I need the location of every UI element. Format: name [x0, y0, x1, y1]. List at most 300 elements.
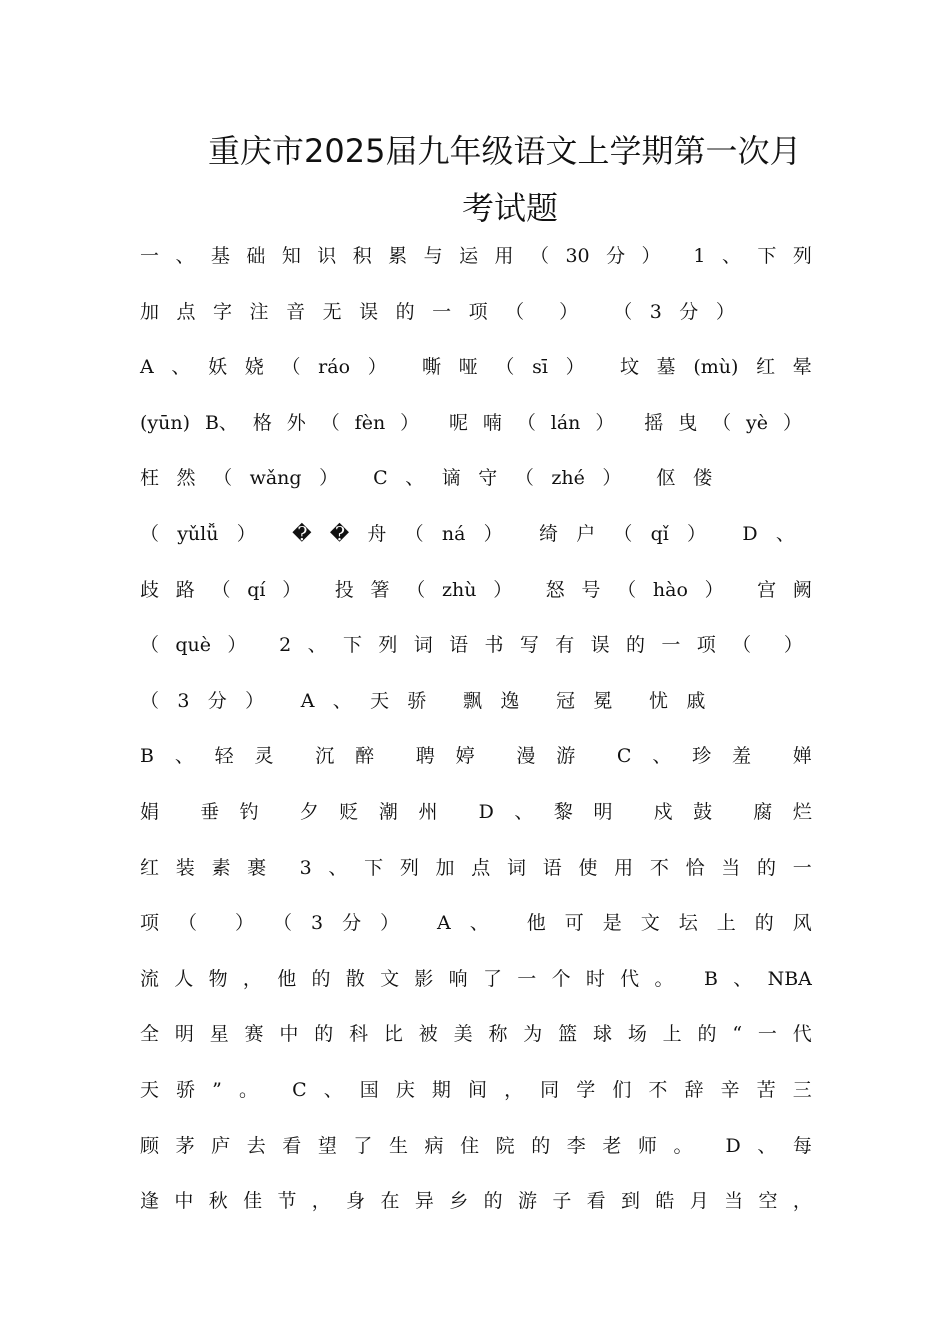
text-token: 全 [140, 1023, 160, 1046]
text-token: C [616, 745, 632, 768]
text-line [140, 683, 742, 719]
text-token: 呢 [448, 411, 468, 434]
text-token: 写 [519, 634, 539, 657]
text-token: 、 [775, 523, 795, 545]
text-token: （ [732, 634, 752, 657]
text-token: 摇 [644, 411, 664, 434]
text-token: 项 [468, 300, 488, 323]
text-token: 游 [556, 745, 576, 768]
text-token: 下 [364, 856, 384, 879]
text-token: ） [641, 245, 661, 267]
text-token: 美 [453, 1023, 473, 1046]
text-token: 称 [488, 1023, 508, 1046]
text-token: A [140, 356, 154, 379]
text-token: 空 [758, 1190, 778, 1213]
text-token: 外 [286, 411, 306, 434]
text-token: 期 [431, 1079, 451, 1101]
text-token: ， [311, 1190, 331, 1213]
text-token: D [725, 1134, 741, 1157]
text-line [140, 794, 812, 830]
text-token: 坟 [619, 356, 639, 379]
text-token: 醉 [355, 745, 375, 768]
text-token: 珍 [692, 745, 712, 768]
text-token: 语 [449, 634, 469, 657]
text-token: 嘶 [422, 356, 442, 379]
text-token: 分 [342, 912, 362, 935]
text-token: 了 [482, 967, 502, 990]
text-token: wǎng [249, 467, 302, 490]
text-token: 个 [551, 967, 571, 990]
text-line [140, 405, 802, 441]
text-token: 场 [627, 1023, 647, 1046]
text-token: yè [746, 411, 769, 434]
text-token: què [175, 634, 212, 657]
text-token: 一 [140, 245, 160, 267]
text-token: 识 [317, 245, 337, 267]
text-token: ） [282, 578, 302, 601]
text-token: (mù) [693, 356, 739, 379]
text-token: ） [367, 356, 387, 379]
text-token: 运 [459, 245, 479, 267]
text-line [140, 349, 812, 385]
text-line [140, 238, 812, 274]
text-token: yǔlǚ [177, 523, 219, 545]
text-line [140, 1072, 812, 1108]
text-token: ráo [318, 356, 351, 379]
text-token: 鼓 [693, 801, 713, 823]
text-token: （ [406, 578, 426, 601]
text-token: 同 [540, 1079, 560, 1101]
text-token: 潮 [378, 801, 398, 823]
text-token: ná [441, 523, 466, 545]
text-token: （ [178, 912, 198, 935]
text-token: 一 [661, 634, 681, 657]
text-token: 们 [612, 1079, 632, 1101]
text-token: 上 [662, 1023, 682, 1046]
text-token: 国 [359, 1079, 379, 1101]
text-token: （ [140, 689, 160, 712]
text-token: 用 [494, 245, 514, 267]
text-token: ， [504, 1079, 524, 1101]
text-line [140, 905, 812, 941]
text-token: ） [565, 356, 585, 379]
text-token: B [704, 967, 718, 990]
text-token: 中 [174, 1190, 194, 1213]
text-token: C [373, 467, 388, 490]
text-line [140, 1128, 812, 1164]
text-token: （ [140, 634, 160, 657]
text-token: 冠 [556, 689, 576, 712]
text-token: ） [483, 523, 503, 545]
text-token: （ [617, 578, 637, 601]
text-token: 逸 [500, 689, 520, 712]
text-token: （ [495, 356, 515, 379]
text-token: 谪 [441, 467, 461, 490]
text-token: ， [242, 967, 262, 990]
text-token: 每 [792, 1134, 812, 1157]
text-token: ） [234, 912, 254, 935]
text-token: 加 [435, 856, 455, 879]
text-token: 他 [277, 967, 297, 990]
text-token: 乡 [449, 1190, 469, 1213]
text-token: 、 [332, 689, 352, 712]
text-token: qǐ [650, 523, 669, 545]
text-token: 间 [468, 1079, 488, 1101]
text-token: 生 [388, 1134, 408, 1157]
text-token: 红 [140, 856, 160, 879]
text-token: 戍 [653, 801, 673, 823]
text-token: 分 [207, 689, 227, 712]
text-token: 使 [578, 856, 598, 879]
text-token: 黎 [553, 801, 573, 823]
text-token: 一 [757, 1023, 777, 1046]
text-token: 的 [311, 967, 331, 990]
text-token: 3 [310, 912, 324, 935]
text-token: 础 [246, 245, 266, 267]
text-token: ） [704, 578, 724, 601]
text-token: 素 [211, 856, 231, 879]
text-token: 当 [724, 1190, 744, 1213]
text-token: 老 [602, 1134, 622, 1157]
text-token: 游 [517, 1190, 537, 1213]
text-token: 贬 [339, 801, 359, 823]
text-token: 、 [328, 856, 348, 879]
text-token: 用 [614, 856, 634, 879]
text-token: 路 [175, 578, 195, 601]
text-token: 伛 [656, 467, 676, 490]
text-token: 明 [593, 801, 613, 823]
text-token: 婵 [792, 745, 812, 768]
text-token: 、 [514, 801, 534, 823]
text-token: 看 [282, 1134, 302, 1157]
text-token: 、 [405, 467, 425, 490]
text-token: 身 [346, 1190, 366, 1213]
text-token: 下 [342, 634, 362, 657]
text-token: � [292, 523, 312, 545]
text-token: 有 [555, 634, 575, 657]
text-token: 明 [174, 1023, 194, 1046]
text-token: 节 [277, 1190, 297, 1213]
text-token: 然 [176, 467, 196, 490]
text-token: 球 [592, 1023, 612, 1046]
text-token: 忧 [648, 689, 668, 712]
text-token: 列 [792, 245, 812, 267]
text-token: ） [687, 523, 707, 545]
text-token: 枉 [140, 467, 160, 490]
text-token: 沉 [315, 745, 335, 768]
text-token: sī [532, 356, 548, 379]
text-token: 逢 [140, 1190, 160, 1213]
text-token: 院 [495, 1134, 515, 1157]
text-token: 李 [566, 1134, 586, 1157]
text-token: 文 [640, 912, 660, 935]
text-token: 子 [552, 1190, 572, 1213]
text-token: 点 [471, 856, 491, 879]
text-token: lán [550, 411, 581, 434]
text-token: 骄 [176, 1079, 196, 1101]
text-token: 他 [526, 912, 546, 935]
text-token: fèn [354, 411, 386, 434]
text-token: 一 [792, 856, 812, 879]
text-token: 的 [697, 1023, 717, 1046]
text-token: 与 [423, 245, 443, 267]
text-token: zhé [551, 467, 585, 490]
text-token: 异 [414, 1190, 434, 1213]
text-token: ） [245, 689, 265, 712]
text-token: ） [493, 578, 513, 601]
text-token: 飘 [463, 689, 483, 712]
text-token: 、 [323, 1079, 343, 1101]
text-token: （ [516, 411, 536, 434]
text-token: 的 [531, 1134, 551, 1157]
text-token: 上 [716, 912, 736, 935]
text-token: 怒 [545, 578, 565, 601]
text-token: 注 [249, 300, 269, 323]
text-token: ） [400, 411, 420, 434]
text-token: 、 [307, 634, 327, 657]
text-token: （ [213, 467, 233, 490]
text-token: 望 [317, 1134, 337, 1157]
text-token: （ [529, 245, 549, 267]
text-token: 的 [483, 1190, 503, 1213]
text-token: 茅 [175, 1134, 195, 1157]
text-line [140, 516, 795, 552]
text-token: 当 [721, 856, 741, 879]
text-token: 项 [696, 634, 716, 657]
text-token: 的 [625, 634, 645, 657]
text-token: 时 [585, 967, 605, 990]
text-token: 影 [414, 967, 434, 990]
text-token: D [478, 801, 494, 823]
text-token: 篮 [558, 1023, 578, 1046]
text-token: 3 [177, 689, 190, 712]
text-token: 歧 [140, 578, 160, 601]
text-token: 天 [370, 689, 390, 712]
document-title-line-2: 考试题 [461, 189, 558, 227]
text-line [140, 1016, 812, 1052]
text-token: 、 [175, 245, 195, 267]
text-token: 墓 [656, 356, 676, 379]
text-token: （ [272, 912, 292, 935]
text-token: 恰 [685, 856, 705, 879]
text-token: 。 [654, 967, 674, 990]
text-token: 天 [140, 1079, 160, 1101]
text-token: 佳 [243, 1190, 263, 1213]
text-token: 、 [652, 745, 672, 768]
text-token: 累 [388, 245, 408, 267]
text-token: 喃 [482, 411, 502, 434]
text-token: 星 [209, 1023, 229, 1046]
text-token: 词 [506, 856, 526, 879]
text-token: A [300, 689, 315, 712]
text-token: 散 [345, 967, 365, 990]
text-token: A [437, 912, 451, 935]
text-token: 红 [756, 356, 776, 379]
text-token: 妖 [208, 356, 228, 379]
text-token: 绮 [538, 523, 558, 545]
text-token: 庐 [211, 1134, 231, 1157]
text-token: 基 [210, 245, 230, 267]
text-token: 漫 [516, 745, 536, 768]
text-token: 音 [286, 300, 306, 323]
text-token: B [140, 745, 154, 768]
text-token: 阙 [792, 578, 812, 601]
text-token: 。 [238, 1079, 258, 1101]
text-line [140, 294, 735, 330]
text-token: 加 [140, 300, 160, 323]
text-token: 聘 [415, 745, 435, 768]
text-token: （ [281, 356, 301, 379]
text-token: qí [247, 578, 266, 601]
text-token: （ [613, 523, 633, 545]
text-token: 偻 [692, 467, 712, 490]
text-token: 住 [460, 1134, 480, 1157]
text-token: ， [792, 1190, 812, 1213]
text-token: 夕 [299, 801, 319, 823]
text-token: C [292, 1079, 307, 1101]
text-token: （ [514, 467, 534, 490]
text-token: 号 [581, 578, 601, 601]
text-token: ） [319, 467, 339, 490]
text-token: （ [211, 578, 231, 601]
text-token: 钓 [239, 801, 259, 823]
text-token: 苦 [756, 1079, 776, 1101]
text-token: 三 [792, 1079, 812, 1101]
text-token: 可 [564, 912, 584, 935]
text-token: 30 [565, 245, 590, 267]
text-token: （ [613, 300, 633, 323]
text-token: 误 [590, 634, 610, 657]
text-token: ” [212, 1079, 222, 1101]
text-token: 分 [606, 245, 626, 267]
text-token: � [329, 523, 350, 545]
text-token: ） [380, 912, 400, 935]
text-token: 无 [322, 300, 342, 323]
text-token: 被 [418, 1023, 438, 1046]
text-token: 学 [576, 1079, 596, 1101]
text-token: 为 [523, 1023, 543, 1046]
text-token: 赛 [244, 1023, 264, 1046]
text-token: 一 [432, 300, 452, 323]
text-token: 辛 [720, 1079, 740, 1101]
text-token: 轻 [214, 745, 234, 768]
text-token: （ [140, 523, 160, 545]
text-token: 、 [757, 1134, 777, 1157]
text-token: 点 [176, 300, 196, 323]
text-token: 到 [621, 1190, 641, 1213]
text-token: B、 [204, 411, 238, 434]
text-token: 宫 [757, 578, 777, 601]
text-token: 骄 [407, 689, 427, 712]
text-token: 烂 [792, 801, 812, 823]
text-token: 在 [380, 1190, 400, 1213]
text-token: 科 [349, 1023, 369, 1046]
text-token: 庆 [395, 1079, 415, 1101]
text-token: ） [227, 634, 247, 657]
text-token: 装 [175, 856, 195, 879]
text-line [140, 738, 812, 774]
text-token: 戚 [686, 689, 706, 712]
text-token: 流 [140, 967, 160, 990]
text-token: 字 [213, 300, 233, 323]
text-token: 的 [395, 300, 415, 323]
text-token: 列 [378, 634, 398, 657]
text-token: ） [602, 467, 622, 490]
text-line [140, 572, 812, 608]
text-token: 误 [359, 300, 379, 323]
text-token: 州 [418, 801, 438, 823]
text-token: D [742, 523, 758, 545]
text-token: ） [595, 411, 615, 434]
text-token: ） [783, 634, 803, 657]
text-token: 辞 [684, 1079, 704, 1101]
text-token: 垂 [200, 801, 220, 823]
text-token: 冕 [593, 689, 613, 712]
text-token: 秋 [208, 1190, 228, 1213]
text-token: (yūn) [140, 411, 191, 434]
text-token: 娟 [140, 801, 160, 823]
text-token: 、 [733, 967, 753, 990]
text-token: 2 [279, 634, 292, 657]
text-token: 项 [140, 912, 160, 935]
text-token: 师 [637, 1134, 657, 1157]
text-token: zhù [441, 578, 477, 601]
text-token: （ [404, 523, 424, 545]
text-token: 代 [792, 1023, 812, 1046]
text-token: （ [505, 300, 525, 323]
text-token: 灵 [254, 745, 274, 768]
text-token: 的 [314, 1023, 334, 1046]
text-token: 、 [721, 245, 741, 267]
text-token: ） [559, 300, 579, 323]
text-token: （ [320, 411, 340, 434]
text-token: 中 [279, 1023, 299, 1046]
text-token: 的 [754, 912, 774, 935]
text-line [140, 460, 712, 496]
text-token: 裹 [247, 856, 267, 879]
text-line [140, 1183, 812, 1219]
text-token: 知 [281, 245, 301, 267]
text-token: 婷 [455, 745, 475, 768]
text-token: 。 [673, 1134, 693, 1157]
text-token: 代 [620, 967, 640, 990]
text-token: 户 [576, 523, 596, 545]
text-token: 、 [171, 356, 191, 379]
document-title-line-1: 重庆市2025届九年级语文上学期第一次月 [208, 132, 802, 170]
text-token: 下 [757, 245, 777, 267]
text-token: 3 [299, 856, 312, 879]
text-token: 腐 [753, 801, 773, 823]
text-token: 娆 [244, 356, 264, 379]
text-token: 坛 [678, 912, 698, 935]
text-token: 、 [469, 912, 489, 935]
text-token: 不 [648, 1079, 668, 1101]
text-token: 顾 [140, 1134, 160, 1157]
text-token: 了 [353, 1134, 373, 1157]
text-token: （ [712, 411, 732, 434]
text-token: 人 [174, 967, 194, 990]
text-token: 守 [478, 467, 498, 490]
text-token: 词 [413, 634, 433, 657]
text-token: 病 [424, 1134, 444, 1157]
text-token: 积 [352, 245, 372, 267]
text-token: 看 [586, 1190, 606, 1213]
text-token: NBA [767, 967, 812, 990]
text-token: 1 [693, 245, 706, 267]
text-token: “ [732, 1023, 743, 1046]
text-line [140, 961, 812, 997]
text-token: hào [652, 578, 688, 601]
